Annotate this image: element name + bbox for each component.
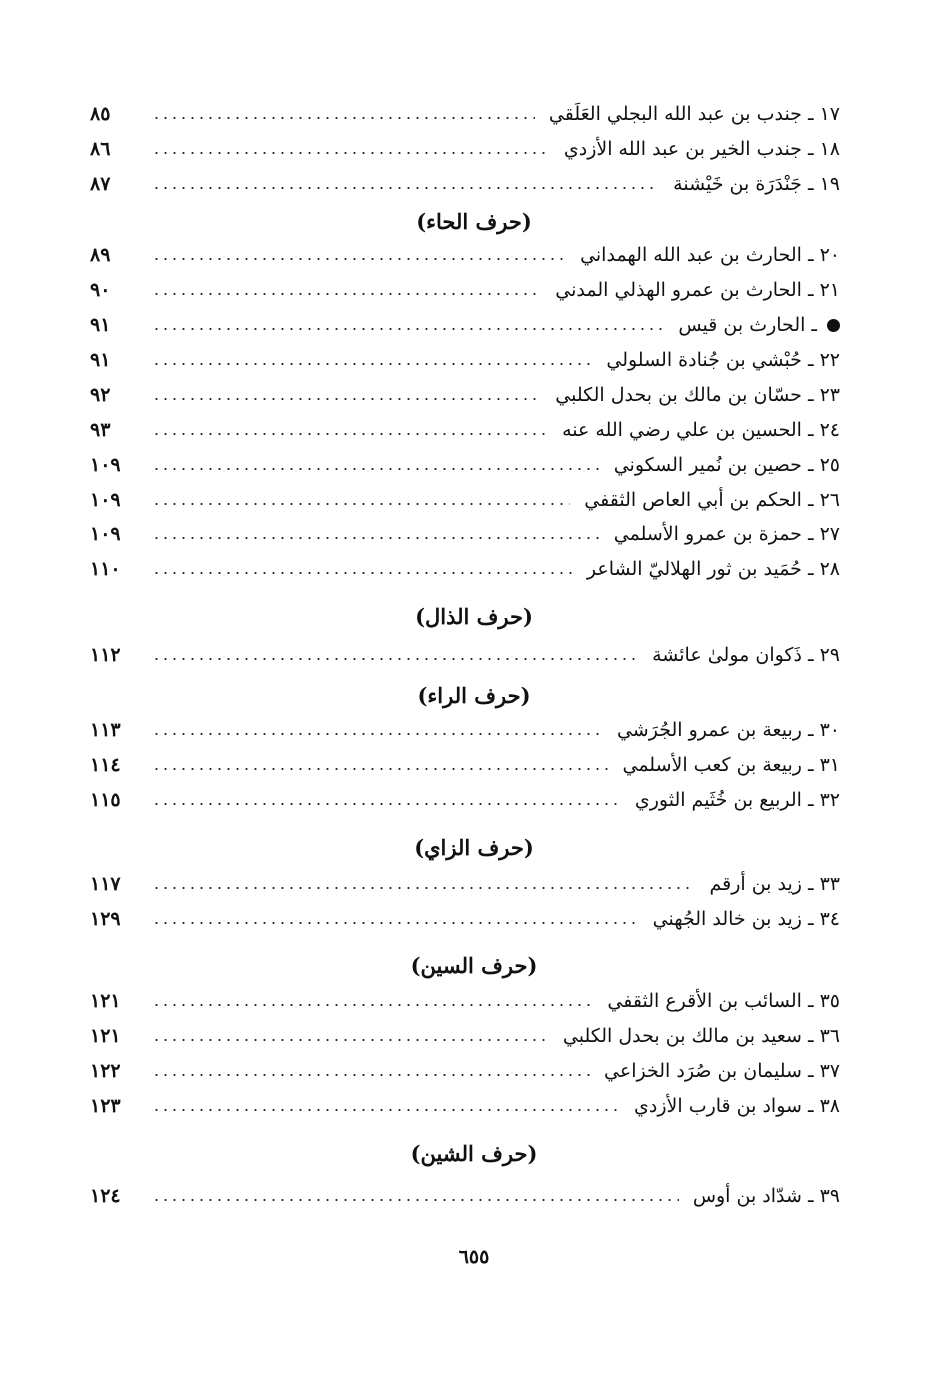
entry-title: ٣٥ ـ السائب بن الأقرع الثقفي (607, 990, 840, 1012)
index-entry (90, 869, 840, 899)
index-entry (90, 450, 840, 480)
index-entry (90, 715, 840, 745)
dot-leader (152, 328, 664, 330)
entry-title: ١٩ ـ جَنْدَرَة بن خَيْشنة (673, 173, 840, 195)
entry-page-number: ٩١ (90, 349, 111, 371)
bullet-icon (827, 319, 840, 332)
entry-page-number: ١١٤ (90, 754, 121, 776)
index-entry (90, 640, 840, 670)
entry-page-number: ١١٥ (90, 789, 121, 811)
section-heading-ha: (حرف الحاء) (416, 209, 532, 234)
entry-page-number: ١٢٣ (90, 1095, 121, 1117)
entry-title: ٣٠ ـ ربيعة بن عمرو الجُرَشي (616, 719, 840, 741)
index-entry (90, 99, 840, 129)
index-entry (90, 986, 840, 1016)
entry-title: ٢٣ ـ حسّان بن مالك بن بحدل الكلبي (555, 384, 840, 406)
entry-title: ٣٦ ـ سعيد بن مالك بن بحدل الكلبي (562, 1025, 840, 1047)
entry-title: ٣٨ ـ سواد بن قارب الأزدي (634, 1095, 840, 1117)
entry-page-number: ١٢٤ (90, 1185, 121, 1207)
dot-leader (152, 433, 548, 435)
dot-leader (152, 398, 541, 400)
entry-page-number: ١٠٩ (90, 454, 121, 476)
entry-page-number: ٨٧ (90, 173, 111, 195)
entry-title: ٣٧ ـ سليمان بن صُرَد الخزاعي (604, 1060, 840, 1082)
entry-page-number: ١٠٩ (90, 489, 121, 511)
section-heading-zay: (حرف الزاي) (414, 835, 534, 860)
index-entry (90, 240, 840, 270)
entry-title: ٣٤ ـ زيد بن خالد الجُهني (652, 908, 840, 930)
entry-page-number: ٨٩ (90, 244, 111, 266)
dot-leader (152, 887, 695, 889)
entry-page-number: ١٢٢ (90, 1060, 121, 1082)
entry-page-number: ١١٢ (90, 644, 121, 666)
entry-page-number: ٩٠ (90, 279, 111, 301)
dot-leader (152, 187, 659, 189)
index-entry (90, 554, 840, 584)
index-entry (90, 134, 840, 164)
dot-leader (152, 768, 608, 770)
dot-leader (152, 152, 550, 154)
entry-title: ٣١ ـ ربيعة بن كعب الأسلمي (622, 754, 840, 776)
index-entry (90, 904, 840, 934)
index-entry (90, 1056, 840, 1086)
index-entry (90, 345, 840, 375)
index-entry (90, 485, 840, 515)
dot-leader (152, 1109, 620, 1111)
entry-page-number: ٩٣ (90, 419, 111, 441)
dot-leader (152, 258, 566, 260)
dot-leader (152, 363, 592, 365)
entry-title: ٣٣ ـ زيد بن أرقم (709, 873, 840, 895)
section-heading-shin: (حرف الشين) (410, 1141, 538, 1166)
dot-leader (152, 293, 541, 295)
page-number: ٦٥٥ (458, 1246, 490, 1268)
index-entry (90, 380, 840, 410)
entry-page-number: ٨٥ (90, 103, 111, 125)
section-heading-ra: (حرف الراء) (417, 683, 531, 708)
dot-leader (152, 537, 600, 539)
entry-title: ـ الحارث بن قيس (678, 314, 817, 336)
entry-title: ٢٨ ـ حُمَيد بن ثور الهلاليّ الشاعر (586, 558, 840, 580)
entry-title: ٣٩ ـ شدّاد بن أوس (692, 1185, 840, 1207)
dot-leader (152, 1004, 593, 1006)
entry-page-number: ٨٦ (90, 138, 111, 160)
entry-page-number: ١٢١ (90, 1025, 121, 1047)
index-entry (90, 415, 840, 445)
dot-leader (152, 503, 570, 505)
entry-title: ٢٧ ـ حمزة بن عمرو الأسلمي (613, 523, 840, 545)
entry-title: ٢٩ ـ ذَكوان مولىٰ عائشة (652, 644, 840, 666)
index-entry (90, 1021, 840, 1051)
dot-leader (152, 468, 600, 470)
entry-page-number: ٩٢ (90, 384, 111, 406)
entry-title: ٢٢ ـ حُبْشي بن جُنادة السلولي (606, 349, 840, 371)
dot-leader (152, 733, 603, 735)
entry-title: ٢٤ ـ الحسين بن علي رضي الله عنه (562, 419, 840, 441)
index-entry (90, 275, 840, 305)
entry-page-number: ٩١ (90, 314, 111, 336)
index-entry (90, 310, 840, 340)
entry-page-number: ١٠٩ (90, 523, 121, 545)
section-heading-dhal: (حرف الذال) (415, 604, 533, 629)
index-entry (90, 750, 840, 780)
entry-title: ٢٥ ـ حصين بن نُمير السكوني (613, 454, 840, 476)
entry-page-number: ١٢٩ (90, 908, 121, 930)
dot-leader (152, 658, 638, 660)
index-entry (90, 1181, 840, 1211)
dot-leader (152, 117, 535, 119)
dot-leader (152, 1074, 590, 1076)
entry-page-number: ١١٧ (90, 873, 121, 895)
index-entry (90, 169, 840, 199)
index-entry (90, 785, 840, 815)
index-entry (90, 519, 840, 549)
dot-leader (152, 1199, 679, 1201)
dot-leader (152, 572, 573, 574)
index-entry (90, 1091, 840, 1121)
entry-title: ٢٦ ـ الحكم بن أبي العاص الثقفي (584, 489, 840, 511)
entry-title: ٢٠ ـ الحارث بن عبد الله الهمداني (580, 244, 840, 266)
dot-leader (152, 922, 639, 924)
entry-title: ٢١ ـ الحارث بن عمرو الهذلي المدني (555, 279, 840, 301)
entry-title: ١٧ ـ جندب بن عبد الله البجلي العَلَقي (548, 103, 840, 125)
entry-page-number: ١٢١ (90, 990, 121, 1012)
entry-page-number: ١١٠ (90, 558, 121, 580)
entry-page-number: ١١٣ (90, 719, 121, 741)
section-heading-sin: (حرف السين) (410, 953, 538, 978)
dot-leader (152, 1039, 549, 1041)
dot-leader (152, 803, 621, 805)
entry-title: ١٨ ـ جندب الخير بن عبد الله الأزدي (563, 138, 840, 160)
entry-title: ٣٢ ـ الربيع بن خُثَيم الثوري (634, 789, 840, 811)
